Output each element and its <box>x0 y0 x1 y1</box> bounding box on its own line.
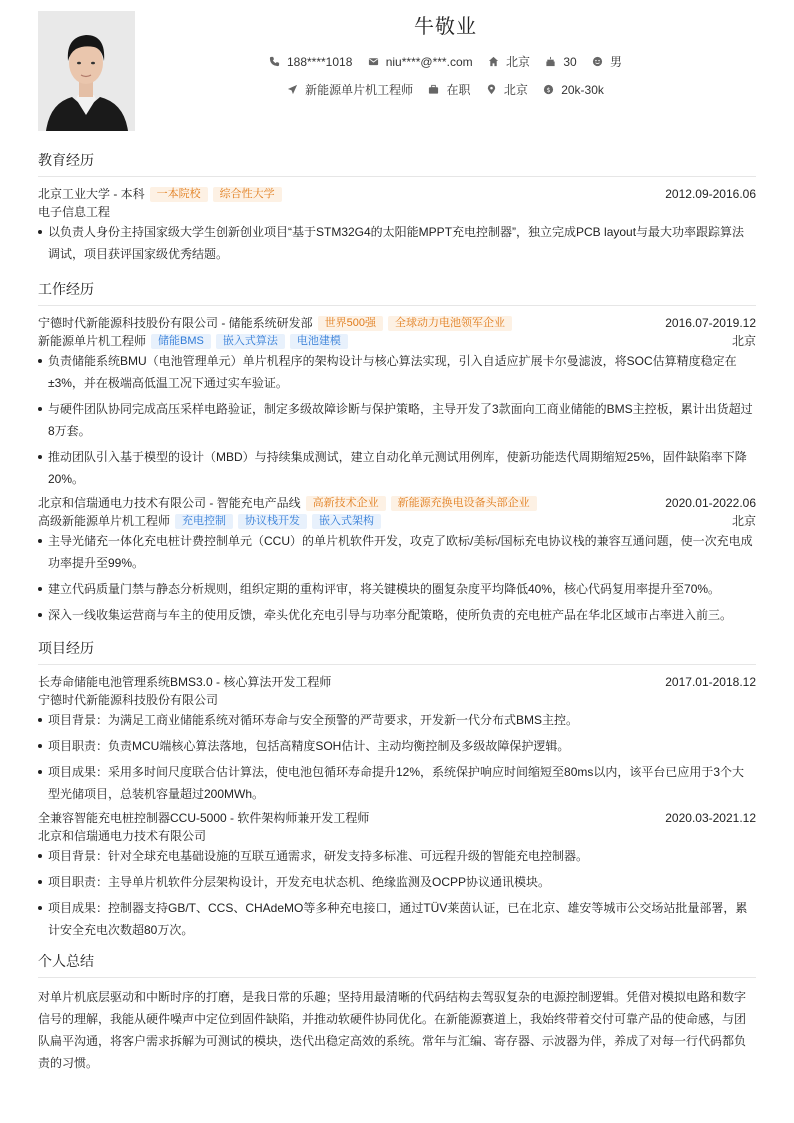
target-city-value: 北京 <box>503 83 528 97</box>
location-pin-icon <box>486 84 497 95</box>
money-icon <box>543 84 554 95</box>
school-name: 北京工业大学 - 本科 <box>38 187 145 201</box>
list-item: 项目职责：主导单片机软件分层架构设计，开发充电状态机、绝缘监测及OCPP协议通讯模块。 <box>38 871 756 893</box>
mail-icon <box>368 56 379 67</box>
list-item: 深入一线收集运营商与车主的使用反馈，牵头优化充电引导与功率分配策略，使所负责的充电桩产品在华北区域市占率进入前三。 <box>38 604 756 626</box>
gender-value: 男 <box>610 55 623 69</box>
job-bullets <box>38 530 756 626</box>
major-name: 电子信息工程 <box>38 205 111 219</box>
job-location: 北京 <box>731 514 756 528</box>
company-tag: 世界500强 <box>318 316 383 331</box>
city-item <box>488 53 530 70</box>
phone-value: 188****1018 <box>286 55 353 69</box>
salary-item <box>543 83 604 97</box>
work-title: 工作经历 <box>38 279 756 306</box>
list-item: 项目背景：针对全球充电基础设施的互联互通需求，研发支持多标准、可远程升级的智能充电控制器。 <box>38 845 756 867</box>
list-item: 负责储能系统BMU（电池管理单元）单片机程序的架构设计与核心算法实现，引入自适应扩展卡尔曼滤波，将SOC估算精度稳定在±3%，并在极端高低温工况下通过实车验证。 <box>38 350 756 394</box>
school-tag: 一本院校 <box>150 187 208 202</box>
work-section <box>38 279 756 626</box>
job-intent-row <box>135 81 756 98</box>
company-tag: 高新技术企业 <box>306 496 386 511</box>
project-name-line <box>38 809 756 827</box>
phone-icon <box>269 56 280 67</box>
company-tag: 全球动力电池领军企业 <box>388 316 512 331</box>
resume-header <box>38 10 756 131</box>
list-item: 项目背景：为满足工商业储能系统对循环寿命与安全预警的严苛要求，开发新一代分布式BMS主控。 <box>38 709 756 731</box>
job-company-line <box>38 314 756 332</box>
job-role-line <box>38 332 756 350</box>
role-tag: 储能BMS <box>151 334 211 349</box>
smile-icon <box>592 56 603 67</box>
project-company-line <box>38 827 756 845</box>
job-role: 新能源单片机工程师 <box>38 334 147 348</box>
age-item <box>545 55 576 69</box>
project-name: 长寿命储能电池管理系统BMS3.0 - 核心算法开发工程师 <box>38 675 332 689</box>
briefcase-icon <box>428 84 439 95</box>
company-tag: 新能源充换电设备头部企业 <box>391 496 537 511</box>
project-section <box>38 638 756 941</box>
education-header <box>38 185 756 203</box>
contact-row <box>135 53 756 70</box>
education-section <box>38 150 756 265</box>
summary-text: 对单片机底层驱动和中断时序的打磨，是我日常的乐趣；坚持用最清晰的代码结构去驾驭复杂的电源控制逻辑。凭借对模拟电路和数字信号的理解，我能从硬件噪声中定位到固件缺陷，并推动软硬件协同优化。在新能源赛道上，我始终带着交付可靠产品的使命感，与团队扁平沟通，将客户需求拆解为可测试的模块，迭代出稳定高效的系统。常年与汇编、寄存器、示波器为伴，养成了对每一行代码都负责的习惯。 <box>38 990 747 1070</box>
project-bullets <box>38 709 756 805</box>
project-name-line <box>38 673 756 691</box>
list-item: 与硬件团队协同完成高压采样电路验证，制定多级故障诊断与保护策略，主导开发了3款面向工商业储能的BMS主控板，累计出货超过8万套。 <box>38 398 756 442</box>
project-date: 2020.03-2021.12 <box>665 811 756 825</box>
list-item: 主导光储充一体化充电桩计费控制单元（CCU）的单片机软件开发，攻克了欧标/美标/国标充电协议栈的兼容互通问题，使一次充电成功率提升至99%。 <box>38 530 756 574</box>
project-name: 全兼容智能充电桩控制器CCU-5000 - 软件架构师兼开发工程师 <box>38 811 370 825</box>
company-name: 宁德时代新能源科技股份有限公司 - 储能系统研发部 <box>38 316 313 330</box>
list-item: 项目职责：负责MCU端核心算法落地，包括高精度SOH估计、主动均衡控制及多级故障保护逻辑。 <box>38 735 756 757</box>
job-bullets <box>38 350 756 490</box>
list-item: 建立代码质量门禁与静态分析规则，组织定期的重构评审，将关键模块的圈复杂度平均降低40%，核心代码复用率提升至70%。 <box>38 578 756 600</box>
role-tag: 电池建模 <box>290 334 348 349</box>
education-date: 2012.09-2016.06 <box>665 187 756 201</box>
list-item: 推动团队引入基于模型的设计（MBD）与持续集成测试，建立自动化单元测试用例库，使新功能迭代周期缩短25%，固件缺陷率下降20%。 <box>38 446 756 490</box>
job-date: 2020.01-2022.06 <box>665 496 756 510</box>
cake-icon <box>545 56 556 67</box>
job-location: 北京 <box>731 334 756 348</box>
project-entry <box>38 809 756 941</box>
salary-value: 20k-30k <box>561 83 604 97</box>
email-value: niu****@***.com <box>385 55 473 69</box>
project-entry <box>38 673 756 805</box>
role-tag: 充电控制 <box>175 514 233 529</box>
company-name: 北京和信瑞通电力技术有限公司 - 智能充电产品线 <box>38 496 301 510</box>
age-value: 30 <box>563 55 577 69</box>
project-company: 北京和信瑞通电力技术有限公司 <box>38 829 207 843</box>
summary-title: 个人总结 <box>38 951 756 978</box>
position-value: 新能源单片机工程师 <box>305 83 414 97</box>
status-value: 在职 <box>446 83 471 97</box>
project-title: 项目经历 <box>38 638 756 665</box>
list-item: 以负责人身份主持国家级大学生创新创业项目“基于STM32G4的太阳能MPPT充电控制器”，独立完成PCB layout与最大功率跟踪算法调试，项目获评国家级优秀结题。 <box>38 221 756 265</box>
gender-item <box>592 53 622 70</box>
status-item <box>428 81 470 98</box>
resume-page <box>38 10 756 1074</box>
job-date: 2016.07-2019.12 <box>665 316 756 330</box>
role-tag: 嵌入式架构 <box>312 514 381 529</box>
target-city-item <box>486 81 528 98</box>
list-item: 项目成果：控制器支持GB/T、CCS、CHAdeMO等多种充电接口，通过TÜV莱茵认证，已在北京、雄安等城市公交场站批量部署，累计安全充电次数超80万次。 <box>38 897 756 941</box>
job-entry <box>38 314 756 490</box>
job-entry <box>38 494 756 626</box>
candidate-name: 牛敬业 <box>414 16 477 38</box>
school-tag: 综合性大学 <box>213 187 282 202</box>
summary-section <box>38 951 756 1074</box>
email-item <box>368 55 473 69</box>
svg-text:$: $ <box>546 85 551 94</box>
job-company-line <box>38 494 756 512</box>
role-tag: 协议栈开发 <box>238 514 307 529</box>
project-bullets <box>38 845 756 941</box>
education-bullets <box>38 221 756 265</box>
home-icon <box>488 56 499 67</box>
project-company-line <box>38 691 756 709</box>
city-value: 北京 <box>505 55 530 69</box>
project-date: 2017.01-2018.12 <box>665 675 756 689</box>
phone-item <box>269 55 352 69</box>
education-title: 教育经历 <box>38 150 756 177</box>
job-role-line <box>38 512 756 530</box>
send-icon <box>287 84 298 95</box>
role-tag: 嵌入式算法 <box>216 334 285 349</box>
list-item: 项目成果：采用多时间尺度联合估计算法，使电池包循环寿命提升12%，系统保护响应时间缩短至80ms以内，该平台已应用于3个大型光储项目，总装机容量超过200MWh。 <box>38 761 756 805</box>
profile-photo <box>38 11 135 131</box>
major-line <box>38 203 756 221</box>
job-role: 高级新能源单片机工程师 <box>38 514 171 528</box>
project-company: 宁德时代新能源科技股份有限公司 <box>38 693 219 707</box>
position-item <box>287 81 413 98</box>
